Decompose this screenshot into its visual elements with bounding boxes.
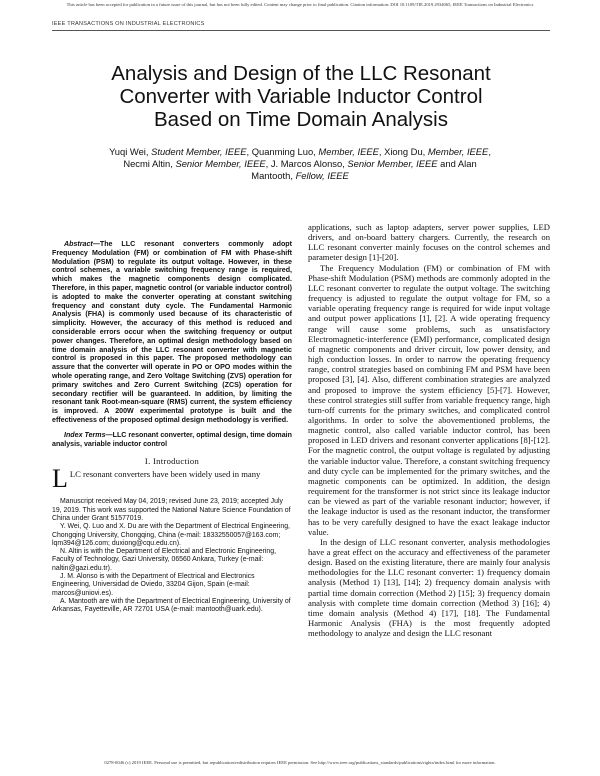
title-line: Converter with Variable Inductor Control [119,85,483,108]
section-heading: I. Introduction [144,456,200,467]
intro-text: LC resonant converters have been widely used in many [69,469,261,480]
author-role: Fellow, IEEE [295,170,349,181]
title-line: Analysis and Design of the LLC Resonant [111,62,491,85]
author-role: Senior Member, IEEE [347,158,438,169]
publication-notice: This article has been accepted for publication in a future issue of this journal, but has not been fully edited. Content may change prior to final publication. Citation information: DOI 10.1109/TIE.2019.2934065, IEEE Transactions on Industrial Electronics [66,2,534,7]
author-sep: , [488,146,491,157]
paper-title [52,62,550,131]
footnote: A. Mantooth are with the Department of Electrical Engineering, University of Arkansas, Fayetteville, AR 72701 USA (e-mail: mantooth@uark.edu). [52,597,291,614]
author-role: Senior Member, IEEE [175,158,266,169]
author-name: Quanming Luo, [251,146,319,157]
author-role: Student Member, IEEE [151,146,247,157]
copyright-footer: 0278-0046 (c) 2019 IEEE. Personal use is permitted, but republication/redistribution requires IEEE permission. See http://www.ieee.org/publications_standards/publications/rights/index.html for more information. [104,760,496,765]
left-column [52,240,292,614]
title-line: Based on Time Domain Analysis [154,108,448,131]
footnote: Y. Wei, Q. Luo and X. Du are with the Department of Electrical Engineering, Chongqing University, Chongqing, China (e-mail: 18332550057@163.com; lqm394@126.com; duxiong@cqu.edu.cn). [52,523,290,547]
right-column [308,222,550,638]
intro-first-line [52,464,292,494]
abstract [52,240,292,425]
drop-cap: L [52,464,68,494]
abstract-text: —The LLC resonant converters commonly adopt Frequency Modulation (FM) or combination of FM with Phase-shift Modulation (PSM) to regulate its output voltage. However, in these control schemes, a variable switching frequency range is required, which makes the magnetic components design complicated. Therefore, in this paper, magnetic control (or variable inductor control) is adopted to make the converter operating at constant switching frequency and constant duty cycle. The Fundamental Harmonic Analysis (FHA) is commonly used because of its characteristic of simplicity. However, the accuracy of this method is reduced and considerable errors occur when the switching frequency or output power changes. Therefore, an optimal design methodology based on time domain analysis of the LLC resonant converter with magnetic control is proposed in this paper. The proposed methodology can assure that the converter will operate in PO or OPO modes within the whole operating range, and Zero Voltage Switching (ZVS) operation for primary switches and Zero Current Switching (ZCS) operation for secondary rectifier will be guaranteed. In addition, by limiting the resonant tank Root-mean-square (RMS) current, the system efficiency is improved. A 200W experimental prototype is built and the effectiveness of the proposed optimal design methodology is verified. [52,240,292,424]
footnote: Manuscript received May 04, 2019; revised June 23, 2019; accepted July 19, 2019. This work was supported the National Nature Science Foundation of China under Grant 51577019. [52,498,291,522]
abstract-label: Abstract [64,240,93,248]
author-role: Member, IEEE [427,146,489,157]
running-header: IEEE TRANSACTIONS ON INDUSTRIAL ELECTRONICS [52,21,205,27]
author-name: Necmi Altin, [123,158,176,169]
author-sep: , [265,158,271,169]
author-name: J. Marcos Alonso, [270,158,348,169]
author-sep: , [378,146,385,157]
body-paragraph: The Frequency Modulation (FM) or combination of FM with Phase-shift Modulation (PSM) methods are commonly adopted in the LLC resonant converter to regulate the output voltage. The switching frequency is adjusted to regulate the output voltage for FM, so a variable operating frequency range is required for wide input voltage and output power applications [1], [2]. A wide operating frequency range will cause some problems, such as unsatisfactory Electromagnetic-interference (EMI) performance, complicated design of magnetic components and driver circuit, low power density, and high conduction losses. In order to narrow the operating frequency range, control strategies based on combining FM and PSM have been proposed [3], [4]. Also, different combination strategies are analyzed and proposed to improve the system efficiency [5]-[7]. However, these control strategies still suffer from variable frequency range, high turn-off currents for the primary switches, and complicated control algorithms. In order to solve the abovementioned problems, the magnetic control, also called variable inductor control, has been proposed in LED drivers and resonant converter applications [8]-[12]. For the magnetic control, the output voltage is regulated by adjusting the variable inductor value. Therefore, a constant switching frequency and duty cycle can be implemented for the primary switches, and the magnetic components can be optimized. In addition, the design requirement for the transformer is not strict since its leakage inductor can be viewed as part of the variable resonant inductor; however, if the leakage inductor is used as the resonant inductor, the transformer has to be very carefully designed to have the exact leakage inductor value. [308,262,550,537]
index-terms [52,431,292,449]
footnote: J. M. Alonso is with the Department of Electrical and Electronics Engineering, Universidad de Oviedo, 33204 Gijon, Spain (e-mail: marcos@uniovi.es). [52,573,255,597]
author-name: Yuqi Wei, [109,146,152,157]
footnotes [52,498,292,614]
author-list [60,146,540,182]
index-terms-label: Index Terms [64,430,106,439]
footnote: N. Altin is with the Department of Electrical and Electronic Engineering, Faculty of Technology, Gazi University, 06560 Ankara, Turkey (e-mail: naltin@gazi.edu.tr). [52,548,277,572]
author-role: Member, IEEE [318,146,379,157]
body-paragraph: applications, such as laptop adapters, server power supplies, LED drivers, and on-board battery chargers. Currently, the research on LLC resonant converter mainly focuses on the control schemes and parameter design [1]-[20]. [308,222,550,263]
index-terms-text: —LLC resonant converter, optimal design, time domain analysis, variable inductor control [52,430,292,448]
header-rule [52,30,550,31]
author-name: Mantooth, [251,170,296,181]
body-paragraph: In the design of LLC resonant converter, analysis methodologies have a great effect on the accuracy and effectiveness of the parameter design. Based on the existing literature, there are mainly four analysis methodologies for the LLC resonant converter: 1) frequency domain analysis (Method 1) [13], [14]; 2) frequency domain analysis with partial time domain correction (Method 2) [15]; 3) frequency domain analysis with complete time domain correction (Method 3) [16]; 4) time domain analysis (Method 4) [17], [18]. The Fundamental Harmonic Analysis (FHA) is the most frequently adopted methodology to analyze and design the LLC resonant [308,536,550,639]
author-sep: and Alan [437,158,477,169]
author-name: Xiong Du, [384,146,428,157]
author-sep: , [246,146,252,157]
